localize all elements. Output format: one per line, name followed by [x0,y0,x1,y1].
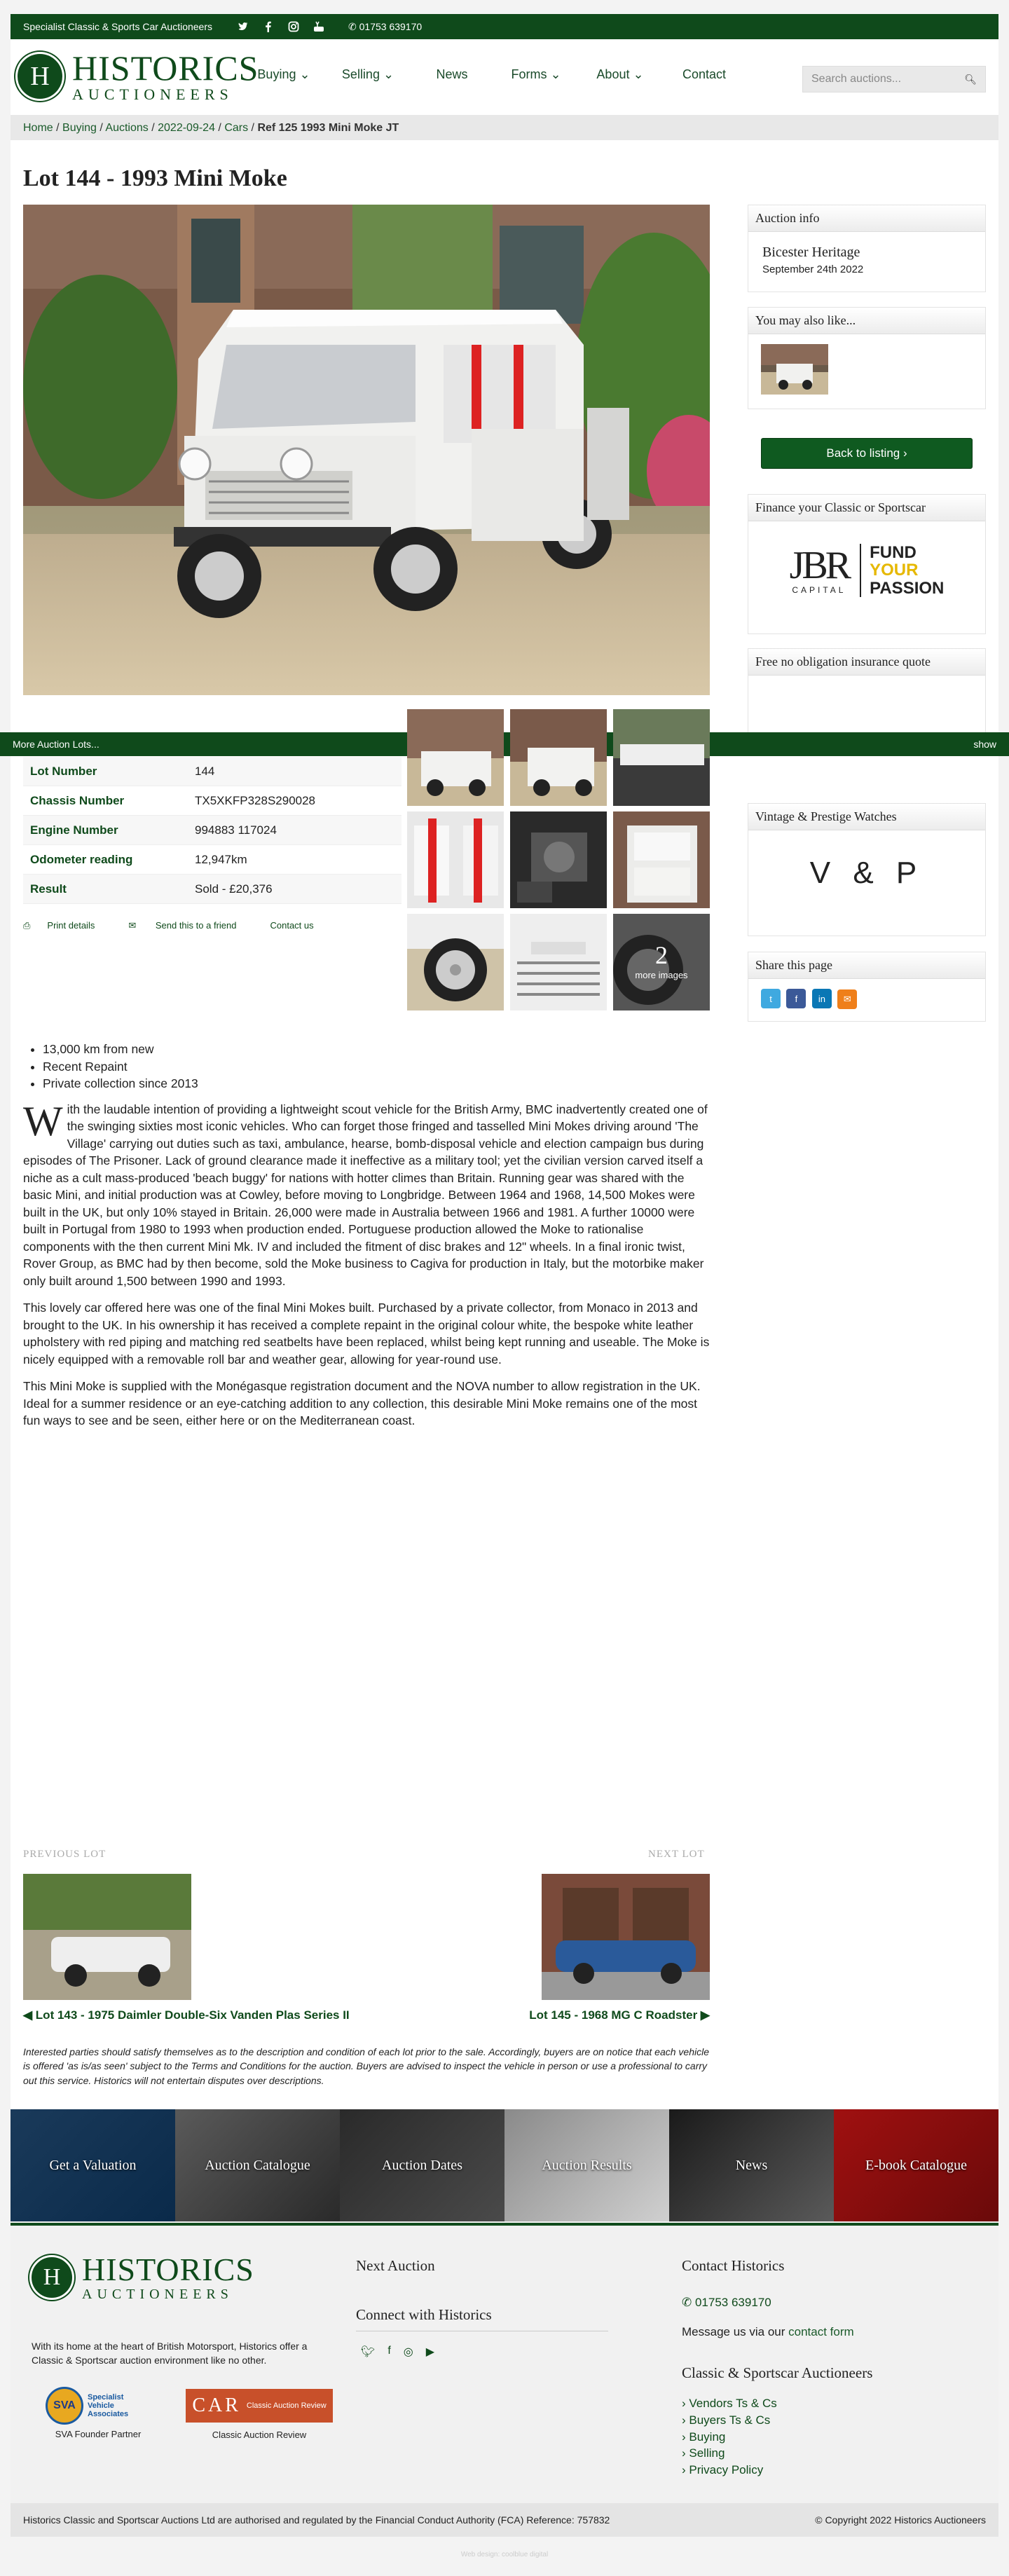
gallery-thumb[interactable] [407,811,504,908]
highlights-list [43,1041,710,1092]
footer-link-selling[interactable]: › Selling [682,2446,725,2460]
phone-icon: ✆ [348,20,359,32]
watches-box [748,803,986,936]
chevron-right-icon: › [682,2430,689,2444]
chevron-right-icon: › [900,446,907,460]
share-linkedin-icon[interactable]: in [812,989,832,1008]
more-lots-toggle[interactable]: show [973,739,996,750]
logo-emblem: H [18,54,62,99]
lot-description [23,1041,710,1439]
nav-buying[interactable]: Buying ⌄ [257,67,310,81]
auction-venue: Bicester Heritage [762,245,860,260]
auction-date: September 24th 2022 [762,263,864,275]
footer-link-vendors[interactable]: › Vendors Ts & Cs [682,2397,777,2410]
chevron-down-icon: ⌄ [547,67,561,81]
also-like-thumbnail[interactable] [761,344,828,395]
nav-news[interactable]: News [436,67,468,81]
tile-auction-results[interactable]: Auction Results [504,2109,669,2221]
printer-icon: ⎙ [23,920,31,931]
next-auction-title: Next Auction [356,2257,435,2274]
sva-badge[interactable]: SVA Specialist Vehicle Associates SVA Founder Partner [32,2387,165,2439]
site-header [11,39,998,115]
chevron-right-icon: › [682,2446,689,2460]
auction-info-box [748,205,986,292]
share-facebook-icon[interactable]: f [786,989,806,1008]
site-logo[interactable] [18,48,259,103]
chevron-down-icon: ⌄ [379,67,394,81]
table-row: Odometer reading 12,947km [23,845,401,875]
tagline: Specialist Classic & Sports Car Auctioneers [23,21,212,32]
gallery-thumb[interactable] [510,811,607,908]
breadcrumb-current: Ref 125 1993 Mini Moke JT [257,122,399,134]
drop-cap: W [23,1097,63,1144]
insurance-box [748,648,986,739]
search-input[interactable]: Search auctions... 🔍︎ [802,66,986,93]
contact-us-link[interactable]: Contact us [270,920,314,931]
vp-logo[interactable]: V & P [809,856,924,890]
more-images-label: more images [635,970,688,980]
top-bar [11,14,998,39]
chevron-right-icon: › [682,2413,689,2427]
next-lot-label: NEXT LOT [648,1849,705,1860]
share-title: Share this page [748,952,985,979]
description-paragraph: This Mini Moke is supplied with the Monégasque registration document and the NOVA number to allow registration in the UK. Ideal for a summer residence or an eye-catching addition to any collection, this desirable Mini Moke remains one of the most fun ways to see and be seen, either here or on the Mediterranean coast. [23,1379,701,1427]
facebook-icon[interactable] [263,21,274,32]
connect-title: Connect with Historics [356,2306,608,2331]
car-badge[interactable]: CAR Classic Auction Review Classic Auction Review [186,2389,333,2440]
tile-news[interactable]: News [669,2109,834,2221]
footer-instagram-icon[interactable]: ◎ [403,2346,413,2358]
site-footer [11,2223,998,2503]
share-box [748,952,986,1022]
tile-ebook-catalogue[interactable]: E-book Catalogue [834,2109,998,2221]
contact-form-link[interactable]: contact form [788,2325,854,2338]
also-like-title: You may also like... [748,308,985,334]
tile-auction-dates[interactable]: Auction Dates [340,2109,504,2221]
footer-about: With its home at the heart of British Motorsport, Historics offer a Classic & Sportscar auction environment like no other. [32,2341,308,2366]
phone-icon: ✆ [682,2296,695,2309]
tile-get-valuation[interactable]: Get a Valuation [11,2109,175,2221]
chevron-right-circle-icon: ▶ [697,2008,710,2022]
chevron-left-circle-icon: ◀ [23,2008,36,2022]
copyright: © Copyright 2022 Historics Auctioneers [815,2514,986,2526]
list-item: • 13,000 km from new [43,1041,710,1058]
hero-image[interactable] [23,205,710,695]
footer-link-buyers[interactable]: › Buyers Ts & Cs [682,2413,771,2427]
nav-contact[interactable]: Contact [682,67,727,81]
back-to-listing-button[interactable]: Back to listing › [761,438,973,469]
chevron-down-icon: ⌄ [296,67,310,81]
breadcrumb-auctions[interactable]: Auctions [105,122,149,134]
more-lots-bar[interactable] [0,732,1009,756]
footer-logo[interactable]: H HISTORICS AUCTIONEERS [32,2254,254,2301]
chevron-down-icon: ⌄ [629,67,644,81]
breadcrumb: Home / Buying / Auctions / 2022-09-24 / Cars / Ref 125 1993 Mini Moke JT [11,115,998,140]
footer-phone[interactable]: ✆ 01753 639170 [682,2296,771,2309]
gallery-thumb[interactable] [407,709,504,806]
topbar-phone[interactable]: ✆ 01753 639170 [348,20,423,32]
previous-lot-label: PREVIOUS LOT [23,1849,107,1860]
send-to-friend-link[interactable]: ✉ Send this to a friend [128,920,237,931]
footer-link-buying[interactable]: › Buying [682,2430,726,2444]
description-paragraph: This lovely car offered here was one of the final Mini Mokes built. Purchased by a private collector, from Monaco in 2013 and brought to the UK. In his ownership it has received a complete repaint in the original colour white, the bespoke white leather upholstery with red piping and matching red seatbelts have been replaced, whilst being kept running and useable. The Moke is nicely equipped with a removable roll bar and weather gear, allowing for year-round use. [23,1301,710,1366]
table-row: Chassis Number TX5XKFP328S290028 [23,786,401,816]
table-row: Engine Number 994883 117024 [23,816,401,845]
page-title: Lot 144 - 1993 Mini Moke [23,165,287,191]
previous-lot-link[interactable]: ◀ Lot 143 - 1975 Daimler Double-Six Vanden Plas Series II [23,2008,350,2022]
footer-links [682,2395,777,2479]
feature-tiles [11,2109,998,2221]
next-lot-link[interactable]: Lot 145 - 1968 MG C Roadster ▶ [529,2008,710,2022]
tile-auction-catalogue[interactable]: Auction Catalogue [175,2109,340,2221]
previous-lot-image[interactable] [23,1874,191,2000]
also-like-box [748,307,986,409]
logo-line1: HISTORICS [72,48,259,88]
watches-title: Vintage & Prestige Watches [748,804,985,830]
footer-twitter-icon[interactable]: 🐦︎ [361,2346,376,2358]
breadcrumb-buying[interactable]: Buying [62,122,97,134]
insurance-title: Free no obligation insurance quote [748,649,985,676]
table-row: Result Sold - £20,376 [23,875,401,904]
finance-box [748,494,986,634]
more-lots-label: More Auction Lots... [13,739,99,750]
gallery-thumb[interactable] [613,811,710,908]
next-lot-image[interactable] [542,1874,710,2000]
contact-title: Contact Historics [682,2257,785,2274]
finance-title: Finance your Classic or Sportscar [748,495,985,521]
design-credit[interactable]: Web design: coolblue digital [460,2551,549,2558]
gallery-thumb[interactable] [407,914,504,1010]
gallery-thumb[interactable] [613,709,710,806]
list-item: • Private collection since 2013 [43,1075,710,1092]
list-item: • Recent Repaint [43,1058,710,1076]
twitter-icon[interactable] [238,21,249,32]
more-images-count: 2 [655,941,668,969]
bottom-bar [11,2503,998,2537]
auctioneers-title: Classic & Sportscar Auctioneers [682,2364,873,2381]
gallery-more-images[interactable] [613,914,710,1010]
jbr-capital-logo[interactable]: JBR CAPITAL FUND YOUR PASSION [789,543,945,598]
search-icon[interactable]: 🔍︎ [964,73,977,85]
chevron-right-icon: › [682,2397,689,2410]
breadcrumb-cars[interactable]: Cars [224,122,249,134]
breadcrumb-home[interactable]: Home [23,122,53,134]
footer-message: Message us via our contact form [682,2325,854,2338]
auction-info-title: Auction info [748,205,985,232]
nav-about[interactable]: About ⌄ [596,67,644,81]
envelope-icon: ✉ [128,920,139,931]
description-paragraph: With the laudable intention of providing a lightweight scout vehicle for the British Army, BMC inadvertently created one of the swinging sixties most iconic vehicles. Who can forget those fringed and tasselled Mini Mokes driving around 'The Village' carrying out duties such as taxi, ambulance, hearse, bomb-disposal vehicle and election campaign bus during episodes of The Prisoner. Lack of ground clearance made it ineffective as a military tool; yet the civilian version carved itself a niche as a cult mass-produced 'beach buggy' for nations with hotter climes than Britain. Running gear was shared with the basic Mini, and initial production was at Cowley, before moving to Longbridge. Between 1964 and 1968, 14,500 Mokes were built in the UK, but only 10% stayed in Britain. 26,000 were made in Australia between 1966 and 1981. A further 10000 were built in Portugal from 1980 to 1993 when production ended. Portuguese production allowed the Moke to rationalise components with the then current Mini Mk. IV and included the fitment of disc brakes and 12" wheels. In a final ironic twist, Rover Group, as BMC had by then become, sold the Moke business to Cagiva for production in Italy, but the motorbike maker only built around 1,500 between 1990 and 1993. [23,1097,708,1288]
disclaimer: Interested parties should satisfy themselves as to the description and condition of each lot prior to the sale. Accordingly, buyers are on notice that each vehicle is offered 'as is/as seen' subject to the Terms and Conditions for the auction. Buyers are advised to inspect the vehicle in person or use a professional to carry out this service. Historics will not entertain disputes over descriptions. [23,2046,709,2086]
breadcrumb-date[interactable]: 2022-09-24 [158,122,215,134]
nav-forms[interactable]: Forms ⌄ [511,67,561,81]
gallery-thumb[interactable] [510,914,607,1010]
footer-youtube-icon[interactable]: ▶ [425,2346,435,2358]
fca-statement: Historics Classic and Sportscar Auctions Ltd are authorised and regulated by the Financial Conduct Authority (FCA) Reference: 757832 [23,2514,610,2526]
chevron-right-icon: › [682,2463,689,2477]
nav-selling[interactable]: Selling ⌄ [341,67,394,81]
youtube-icon[interactable] [313,21,324,32]
main-nav [242,67,746,82]
gallery-thumb[interactable] [510,709,607,806]
footer-facebook-icon[interactable]: f [387,2345,391,2357]
detail-links [23,920,331,931]
footer-link-privacy[interactable]: › Privacy Policy [682,2463,764,2477]
table-row: Lot Number 144 [23,757,401,786]
share-email-icon[interactable]: ✉ [837,989,857,1009]
print-details-link[interactable]: ⎙ Print details [23,920,95,931]
lot-details-table [23,757,401,904]
logo-line2: AUCTIONEERS [72,85,233,103]
instagram-icon[interactable] [288,21,299,32]
share-twitter-icon[interactable]: t [761,989,781,1008]
